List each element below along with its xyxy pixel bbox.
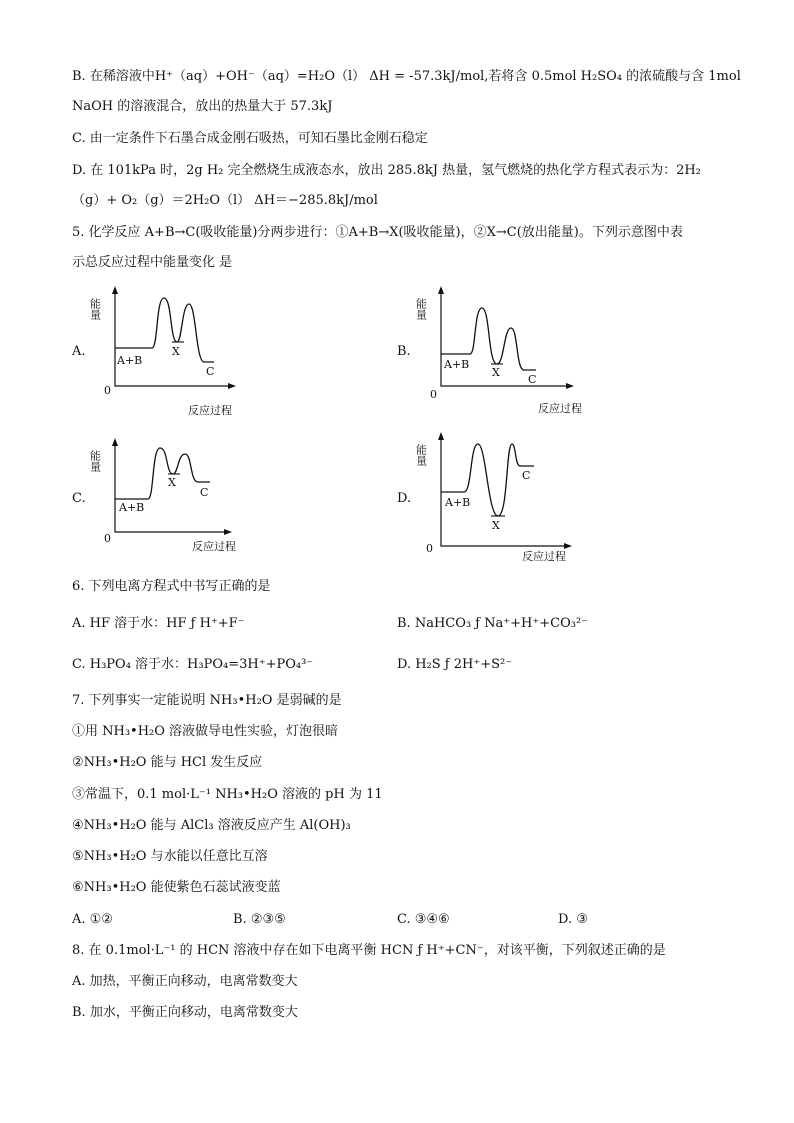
y-axis-label: 能量 xyxy=(414,444,428,466)
origin-label: 0 xyxy=(104,384,111,397)
q7-option-d: D. ③ xyxy=(558,912,588,927)
q7-fact-5: ⑤NH₃•H₂O 与水能以任意比互溶 xyxy=(72,849,268,864)
origin-label: 0 xyxy=(430,388,437,401)
y-axis-label: 能量 xyxy=(88,298,102,320)
product-label: C xyxy=(206,365,215,378)
q7-option-b: B. ②③⑤ xyxy=(233,912,286,927)
q4-option-d-line2: （g）+ O₂（g）＝2H₂O（l） ΔH＝−285.8kJ/mol xyxy=(72,193,378,208)
q7-option-c: C. ③④⑥ xyxy=(397,912,450,927)
q5-option-a-label: A. xyxy=(72,344,86,359)
q4-option-b-line2: NaOH 的溶液混合，放出的热量大于 57.3kJ xyxy=(72,99,333,114)
q5-figure-a xyxy=(88,286,252,418)
q6-option-d: D. H₂S ƒ 2H⁺+S²⁻ xyxy=(397,657,513,672)
q7-fact-4: ④NH₃•H₂O 能与 AlCl₃ 溶液反应产生 Al(OH)₃ xyxy=(72,818,351,833)
q7-stem: 7. 下列事实一定能说明 NH₃•H₂O 是弱碱的是 xyxy=(72,693,342,708)
q5-option-d-label: D. xyxy=(397,491,412,506)
q7-fact-3: ③常温下，0.1 mol·L⁻¹ NH₃•H₂O 溶液的 pH 为 11 xyxy=(72,787,383,802)
q8-stem: 8. 在 0.1mol·L⁻¹ 的 HCN 溶液中存在如下电离平衡 HCN ƒ H⁺+CN⁻，对该平衡，下列叙述正确的是 xyxy=(72,943,666,958)
product-label: C xyxy=(528,373,537,386)
q7-fact-2: ②NH₃•H₂O 能与 HCl 发生反应 xyxy=(72,755,263,770)
product-label: C xyxy=(522,469,531,482)
intermediate-label: X xyxy=(168,476,176,489)
x-axis-label: 反应过程 xyxy=(538,402,582,415)
q8-option-b: B. 加水，平衡正向移动，电离常数变大 xyxy=(72,1005,298,1020)
q7-option-a: A. ①② xyxy=(72,912,113,927)
q5-stem-line1: 5. 化学反应 A+B→C(吸收能量)分两步进行：①A+B→X(吸收能量)，②X→C(放出能量)。下列示意图中表 xyxy=(72,225,683,240)
q6-stem: 6. 下列电离方程式中书写正确的是 xyxy=(72,579,271,594)
q7-fact-6: ⑥NH₃•H₂O 能使紫色石蕊试液变蓝 xyxy=(72,880,281,895)
q4-option-c: C. 由一定条件下石墨合成金刚石吸热，可知石墨比金刚石稳定 xyxy=(72,131,428,146)
x-axis-label: 反应过程 xyxy=(188,404,232,417)
q5-figure-b xyxy=(414,286,598,418)
q5-stem-line2: 示总反应过程中能量变化 是 xyxy=(72,255,233,270)
y-axis-label: 能量 xyxy=(414,298,428,320)
origin-label: 0 xyxy=(104,532,111,545)
reactant-label: A+B xyxy=(445,496,471,509)
x-axis-label: 反应过程 xyxy=(192,540,236,553)
q8-option-a: A. 加热，平衡正向移动，电离常数变大 xyxy=(72,974,298,989)
q5-figure-d xyxy=(414,432,598,564)
q5-option-c-label: C. xyxy=(72,491,86,506)
q5-option-b-label: B. xyxy=(397,344,411,359)
intermediate-label: X xyxy=(172,345,180,358)
origin-label: 0 xyxy=(426,542,433,555)
q5-figure-c xyxy=(88,438,252,558)
q6-option-b: B. NaHCO₃ ƒ Na⁺+H⁺+CO₃²⁻ xyxy=(397,616,589,631)
reactant-label: A+B xyxy=(119,501,145,514)
reactant-label: A+B xyxy=(444,358,470,371)
y-axis-label: 能量 xyxy=(88,450,102,472)
q6-option-a: A. HF 溶于水：HF ƒ H⁺+F⁻ xyxy=(72,616,245,631)
product-label: C xyxy=(200,486,209,499)
q4-option-d-line1: D. 在 101kPa 时，2g H₂ 完全燃烧生成液态水，放出 285.8kJ 热量，氢气燃烧的热化学方程式表示为：2H₂ xyxy=(72,163,701,178)
q4-option-b-line1: B. 在稀溶液中H⁺（aq）+OH⁻（aq）=H₂O（l） ΔH = -57.3kJ/mol,若将含 0.5mol H₂SO₄ 的浓硫酸与含 1mol xyxy=(72,69,741,84)
q7-fact-1: ①用 NH₃•H₂O 溶液做导电性实验，灯泡很暗 xyxy=(72,724,339,739)
intermediate-label: X xyxy=(492,366,500,379)
intermediate-label: X xyxy=(492,519,500,532)
q6-option-c: C. H₃PO₄ 溶于水：H₃PO₄=3H⁺+PO₄³⁻ xyxy=(72,657,314,672)
reactant-label: A+B xyxy=(117,354,143,367)
x-axis-label: 反应过程 xyxy=(522,550,566,563)
